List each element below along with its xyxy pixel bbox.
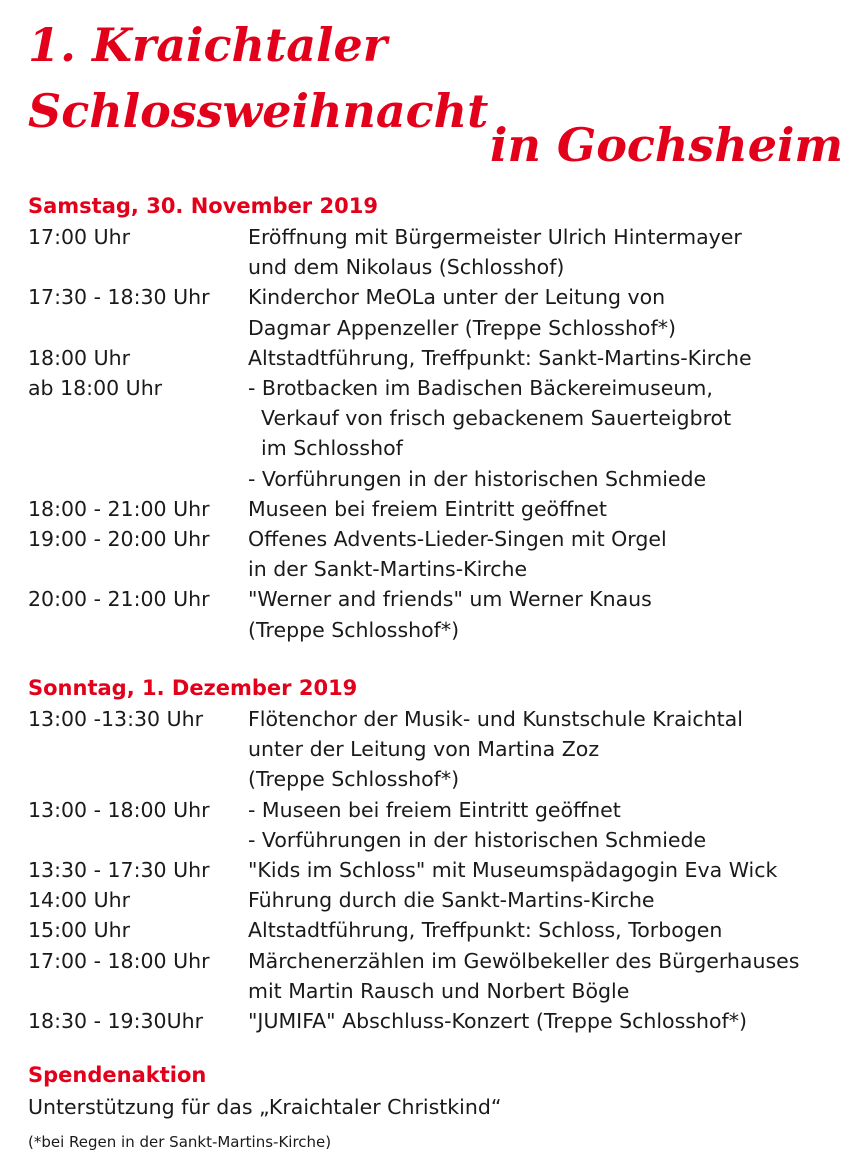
event-time: 13:00 -13:30 Uhr	[28, 707, 204, 731]
schedule-row	[28, 524, 838, 584]
event-description	[248, 915, 838, 945]
schedule-row	[28, 704, 838, 795]
donation-text: Unterstützung für das „Kraichtaler Christkind“	[28, 1095, 502, 1119]
schedule-row	[28, 494, 838, 524]
day2-heading: Sonntag, 1. Dezember 2019	[28, 676, 358, 700]
rain-note: (*bei Regen in der Sankt-Martins-Kirche)	[28, 1133, 332, 1151]
event-description	[248, 222, 838, 282]
schedule-row	[28, 343, 838, 373]
event-description-line: in der Sankt-Martins-Kirche	[248, 557, 528, 582]
title-line-2: Schlossweihnacht	[28, 84, 489, 138]
event-description-line: "Kids im Schloss" mit Museumspädagogin Eva Wick	[248, 858, 778, 883]
event-description-line: Offenes Advents-Lieder-Singen mit Orgel	[248, 527, 667, 552]
event-description	[248, 343, 838, 373]
event-time: 13:30 - 17:30 Uhr	[28, 858, 210, 883]
event-time: 17:00 Uhr	[28, 225, 131, 249]
day1-schedule	[28, 222, 838, 645]
schedule-row	[28, 946, 838, 1006]
event-description-line: Führung durch die Sankt-Martins-Kirche	[248, 888, 655, 913]
event-time: 14:00 Uhr	[28, 888, 131, 913]
schedule-row	[28, 795, 838, 855]
event-description-line: Flötenchor der Musik- und Kunstschule Kraichtal	[248, 707, 743, 731]
event-description	[248, 704, 838, 795]
event-description-line: - Vorführungen in der historischen Schmiede	[248, 827, 707, 852]
schedule-row	[28, 282, 838, 342]
event-description-line: Altstadtführung, Treffpunkt: Schloss, Torbogen	[248, 918, 723, 943]
event-description-line: Museen bei freiem Eintritt geöffnet	[248, 496, 607, 521]
event-time: 17:00 - 18:00 Uhr	[28, 948, 210, 973]
event-description-line: - Vorführungen in der historischen Schmiede	[248, 466, 707, 491]
schedule-row	[28, 915, 838, 945]
schedule-row	[28, 885, 838, 915]
event-description-line: - Brotbacken im Badischen Bäckereimuseum,	[248, 376, 713, 401]
event-description	[248, 1006, 838, 1036]
schedule-row	[28, 373, 838, 494]
day2-schedule	[28, 704, 838, 1036]
donation-heading: Spendenaktion	[28, 1063, 207, 1087]
schedule-row	[28, 222, 838, 282]
event-time: 20:00 - 21:00 Uhr	[28, 587, 210, 612]
schedule-row	[28, 855, 838, 885]
event-time: 18:00 Uhr	[28, 345, 131, 370]
title-line-1: 1. Kraichtaler	[28, 18, 388, 72]
event-time: 19:00 - 20:00 Uhr	[28, 527, 210, 552]
title-line-3: in Gochsheim	[490, 118, 844, 172]
event-description-line: Eröffnung mit Bürgermeister Ulrich Hintermayer	[248, 225, 742, 249]
event-time: 18:00 - 21:00 Uhr	[28, 496, 210, 521]
event-description-line: - Museen bei freiem Eintritt geöffnet	[248, 797, 621, 822]
event-description	[248, 885, 838, 915]
event-description-line: (Treppe Schlosshof*)	[248, 767, 460, 792]
event-description-line: (Treppe Schlosshof*)	[248, 617, 460, 642]
event-description-line: Märchenerzählen im Gewölbekeller des Bürgerhauses	[248, 948, 800, 973]
event-description-line: Altstadtführung, Treffpunkt: Sankt-Martins-Kirche	[248, 345, 752, 370]
schedule-row	[28, 584, 838, 644]
event-description-line: und dem Nikolaus (Schlosshof)	[248, 255, 565, 280]
event-description-line: Verkauf von frisch gebackenem Sauerteigbrot	[248, 406, 732, 431]
event-time: 18:30 - 19:30Uhr	[28, 1009, 204, 1034]
event-description-line: unter der Leitung von Martina Zoz	[248, 737, 600, 762]
event-time: 17:30 - 18:30 Uhr	[28, 285, 210, 310]
event-description-line: Dagmar Appenzeller (Treppe Schlosshof*)	[248, 315, 676, 340]
event-time: 15:00 Uhr	[28, 918, 131, 943]
event-description	[248, 373, 838, 494]
event-time: ab 18:00 Uhr	[28, 376, 163, 401]
event-description-line: mit Martin Rausch und Norbert Bögle	[248, 978, 630, 1003]
event-description	[248, 855, 838, 885]
schedule-row	[28, 1006, 838, 1036]
event-description	[248, 494, 838, 524]
event-description-line: "JUMIFA" Abschluss-Konzert (Treppe Schlosshof*)	[248, 1009, 747, 1034]
event-description	[248, 282, 838, 342]
day1-heading: Samstag, 30. November 2019	[28, 194, 378, 218]
event-time: 13:00 - 18:00 Uhr	[28, 797, 210, 822]
event-description-line: Kinderchor MeOLa unter der Leitung von	[248, 285, 666, 310]
event-description	[248, 946, 838, 1006]
event-description	[248, 584, 838, 644]
event-description-line: im Schlosshof	[248, 436, 403, 461]
event-description-line: "Werner and friends" um Werner Knaus	[248, 587, 652, 612]
event-description	[248, 795, 838, 855]
event-description	[248, 524, 838, 584]
